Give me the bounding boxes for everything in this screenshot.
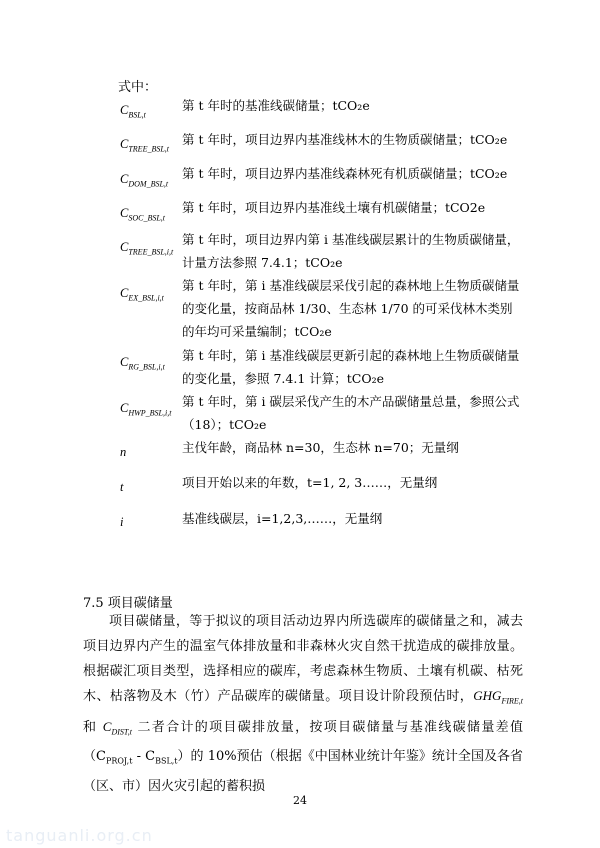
def-i: 基准线碳层，i=1,2,3,……，无量纲 (182, 511, 383, 526)
def-c-dom-bsl: 第 t 年时，项目边界内基准线森林死有机质碳储量；tCO₂e (182, 166, 508, 181)
def-t: 项目开始以来的年数，t=1, 2, 3……，无量纲 (182, 475, 438, 490)
term-c-hwp-bsl: $C_{HWP\_BSL,i,t}$ (120, 401, 172, 418)
def-c-tree-bsl: 第 t 年时，项目边界内基准线林木的生物质碳储量；tCO₂e (182, 132, 508, 147)
section-title: 7.5 项目碳储量 (83, 596, 173, 611)
def-c-bsl: 第 t 年时的基准线碳储量；tCO₂e (182, 98, 370, 113)
term-c-bsl: $C_{BSL,t}$ (120, 103, 146, 120)
intro-label: 式中： (118, 80, 158, 95)
term-c-tree-bsl: $C_{TREE\_BSL,t}$ (120, 137, 170, 154)
term-i: i (120, 515, 124, 529)
term-c-tree-bsl-i: $C_{TREE\_BSL,i,t}$ (120, 240, 174, 257)
term-c-soc-bsl: $C_{SOC\_BSL,t}$ (120, 206, 166, 223)
term-c-rg-bsl: $C_{RG\_BSL,i,t}$ (120, 355, 165, 372)
term-c-dom-bsl: $C_{DOM\_BSL,t}$ (120, 172, 169, 189)
term-c-ex-bsl: $C_{EX\_BSL,i,t}$ (120, 286, 164, 303)
body-paragraph: 项目碳储量，等于拟议的项目活动边界内所选碳库的碳储量之和，减去项目边界内产生的温室气体排放量和非森林火灾自然干扰造成的碳排放量。根据碳汇项目类型，选择相应的碳库，考虑森林生物质、土壤有机碳、枯死木、枯落物及木（竹）产品碳库的碳储量。项目设计阶段预估时，$GHG_{FIRE,t}$ 和 $C_{DIST,t}$ 二者合计的项目碳排放量，按项目碳储量与基准线碳储量差值$(C_{PROJ,t} - C_{BSL,t})$的 10%预估（根据《中国林业统计年鉴》统计全国及各省（区、市）因火灾引起的蓄积损 (83, 614, 523, 794)
term-n: n (120, 445, 127, 459)
def-c-ex-bsl: 第 t 年时，第 i 基准线碳层采伐引起的森林地上生物质碳储量的变化量，按商品林 1/30、生态林 1/70 的可采伐林木类别的年均可采量编制；tCO₂e (182, 278, 520, 339)
def-n: 主伐年龄，商品林 n=30，生态林 n=70；无量纲 (182, 440, 459, 455)
watermark-text: tanguanli.org.cn (6, 826, 153, 845)
def-c-rg-bsl: 第 t 年时，第 i 基准线碳层更新引起的森林地上生物质碳储量的变化量，参照 7.4.1 计算；tCO₂e (182, 348, 520, 386)
term-t: t (120, 480, 124, 494)
page-number: 24 (293, 794, 307, 807)
def-c-tree-bsl-i: 第 t 年时，项目边界内第 i 基准线碳层累计的生物质碳储量，计量方法参照 7.4.1；tCO₂e (182, 232, 520, 270)
def-c-soc-bsl: 第 t 年时，项目边界内基准线土壤有机碳储量；tCO2e (182, 200, 486, 215)
def-c-hwp-bsl: 第 t 年时，第 i 碳层采伐产生的木产品碳储量总量，参照公式（18）；tCO₂e (182, 394, 520, 432)
